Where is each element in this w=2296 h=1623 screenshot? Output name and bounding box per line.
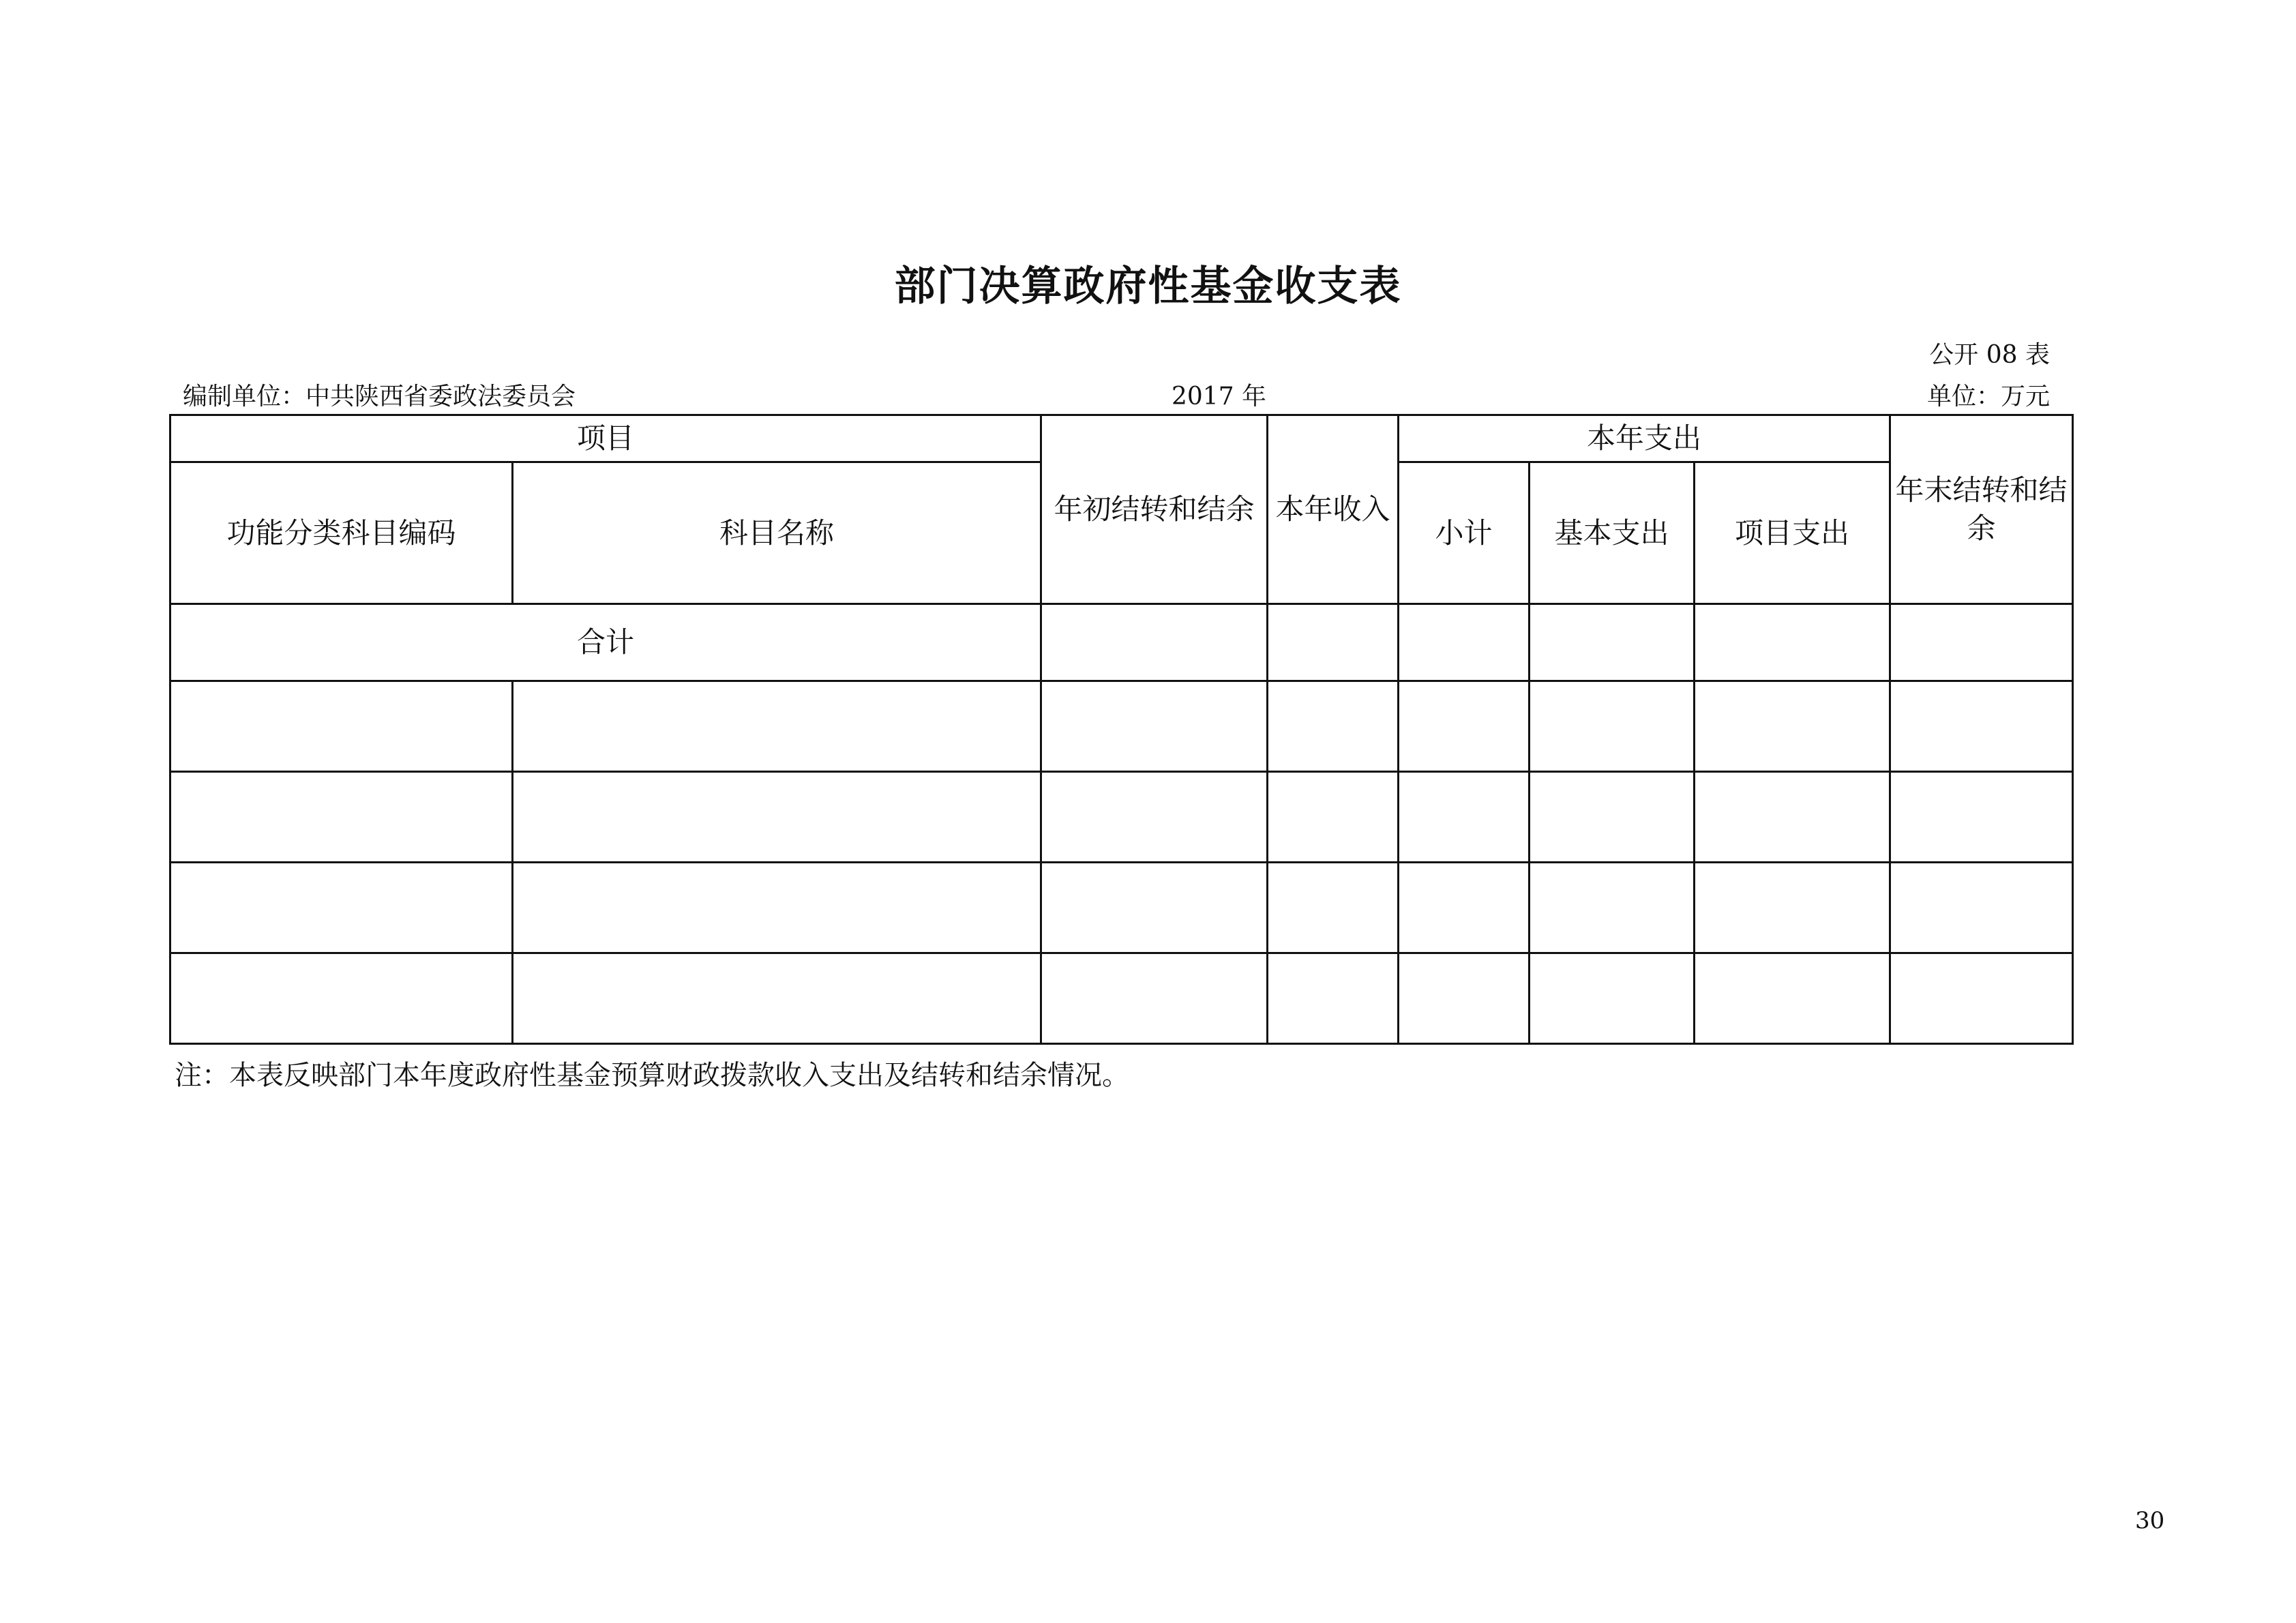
header-project-expense: 项目支出 (1695, 462, 1890, 604)
table-cell (513, 772, 1041, 863)
table-cell (1695, 681, 1890, 772)
total-cell (1399, 604, 1530, 681)
table-cell (513, 681, 1041, 772)
page-number: 30 (2135, 1507, 2165, 1534)
table-cell (1399, 681, 1530, 772)
table-cell (1890, 863, 2073, 953)
table-row (170, 681, 2073, 772)
table-cell (1268, 772, 1399, 863)
table-row (170, 772, 2073, 863)
header-subtotal: 小计 (1399, 462, 1530, 604)
header-carryover-end: 年末结转和结余 (1890, 415, 2073, 604)
table-cell (1399, 863, 1530, 953)
compiling-unit: 编制单位：中共陕西省委政法委员会 (183, 383, 576, 411)
table-cell (170, 772, 513, 863)
table-cell (1530, 772, 1695, 863)
table-cell (1530, 953, 1695, 1044)
total-row (170, 604, 2073, 681)
total-cell (1695, 604, 1890, 681)
table-cell (1399, 772, 1530, 863)
table-cell (1695, 863, 1890, 953)
table-cell (1041, 953, 1268, 1044)
header-expense-group: 本年支出 (1399, 415, 1890, 462)
header-name: 科目名称 (513, 462, 1041, 604)
table-row (170, 863, 2073, 953)
table-cell (170, 953, 513, 1044)
table-cell (170, 863, 513, 953)
table-cell (1041, 681, 1268, 772)
table-cell (513, 863, 1041, 953)
total-cell (1041, 604, 1268, 681)
header-basic-expense: 基本支出 (1530, 462, 1695, 604)
table-cell (170, 681, 513, 772)
table-cell (1268, 953, 1399, 1044)
table-cell (1890, 953, 2073, 1044)
table-note: 注：本表反映部门本年度政府性基金预算财政拨款收入支出及结转和结余情况。 (175, 1060, 1129, 1091)
total-cell (1268, 604, 1399, 681)
header-item: 项目 (170, 415, 1041, 462)
total-label: 合计 (170, 604, 1041, 681)
table-cell (1268, 681, 1399, 772)
report-year: 2017 年 (1172, 383, 1267, 411)
table-row (170, 953, 2073, 1044)
currency-unit: 单位：万元 (1926, 383, 2050, 411)
table-cell (513, 953, 1041, 1044)
header-income: 本年收入 (1268, 415, 1399, 604)
form-number: 公开 08 表 (1929, 341, 2050, 369)
table-cell (1530, 681, 1695, 772)
header-carryover-begin: 年初结转和结余 (1041, 415, 1268, 604)
table-cell (1890, 772, 2073, 863)
table-cell (1695, 953, 1890, 1044)
table-cell (1695, 772, 1890, 863)
page-title: 部门决算政府性基金收支表 (894, 263, 1402, 310)
table-cell (1890, 681, 2073, 772)
header-code: 功能分类科目编码 (170, 462, 513, 604)
header-row-1 (170, 415, 2073, 462)
table-cell (1399, 953, 1530, 1044)
table-cell (1041, 863, 1268, 953)
table-cell (1041, 772, 1268, 863)
total-cell (1890, 604, 2073, 681)
fund-table (169, 414, 2074, 1045)
total-cell (1530, 604, 1695, 681)
table-cell (1530, 863, 1695, 953)
table-cell (1268, 863, 1399, 953)
